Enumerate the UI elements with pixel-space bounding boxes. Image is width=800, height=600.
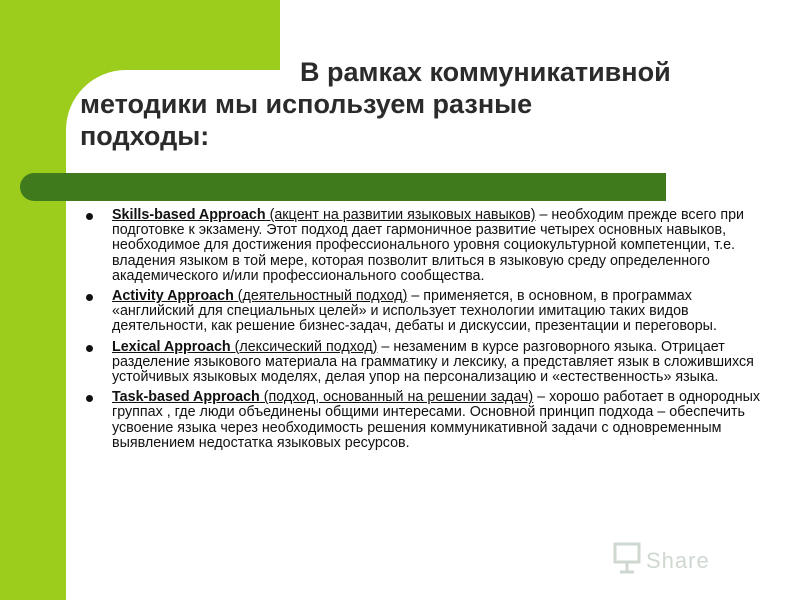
approach-description: (акцент на развитии языковых навыков) (265, 207, 536, 223)
approach-name: Task-based Approach (112, 389, 260, 406)
bullet-icon (86, 395, 93, 402)
list-item (82, 208, 762, 284)
list-item (82, 289, 762, 335)
approach-text: – хорошо работает в однородных группах , где люди объединены общими интересами. Основной принцип подхода – обеспечить усвоение языка через необходимость решения коммуникативной задачи с одновременным выявлением недостатка языковых ресурсов. (112, 389, 761, 451)
approach-text: – незаменим в курсе разговорного языка. Отрицает разделение языкового материала на грамматику и лексику, а представляет язык в сложившихся устойчивых языковых моделях, делая упор на персонализацию и «естественность» языка. (112, 338, 754, 386)
slide-title (80, 56, 760, 152)
approach-name: Skills-based Approach (112, 207, 266, 223)
approach-description: (лексический подход) (230, 338, 378, 355)
approach-description: (деятельностный подход) (233, 288, 408, 305)
title-divider-bar (20, 173, 666, 201)
title-line-3: подходы: (80, 121, 210, 151)
approach-text: – необходим прежде всего при подготовке к экзамену. Этот подход дает гармоничное развитие четырех основных навыков, необходимое для достижения профессионального уровня социокультурной компетенции, т.е. владения языком в той мере, которая позволит влиться в языковую среду определенного академического и/или профессионального сообщества. (112, 207, 745, 284)
approach-description: (подход, основанный на решении задач) (259, 389, 534, 406)
watermark-text: Share (646, 548, 710, 573)
frame-left-bar (0, 0, 66, 600)
bullet-icon (86, 345, 93, 352)
approach-text: – применяется, в основном, в программах «английский для специальных целей» и использует технологии имитацию таких видов деятельности, как решение бизнес-задач, дебаты и дискуссии, презентации и переговоры. (112, 288, 717, 335)
list-item (82, 340, 762, 386)
bullet-icon (86, 213, 93, 220)
approach-name: Lexical Approach (112, 338, 231, 355)
bullet-list (82, 208, 762, 456)
title-line-2: методики мы используем разные (80, 89, 533, 119)
approach-name: Activity Approach (112, 288, 234, 305)
title-line-1: В рамках коммуникативной (300, 57, 671, 87)
list-item (82, 390, 762, 451)
bullet-icon (86, 294, 93, 301)
presentation-board-icon (612, 540, 642, 574)
